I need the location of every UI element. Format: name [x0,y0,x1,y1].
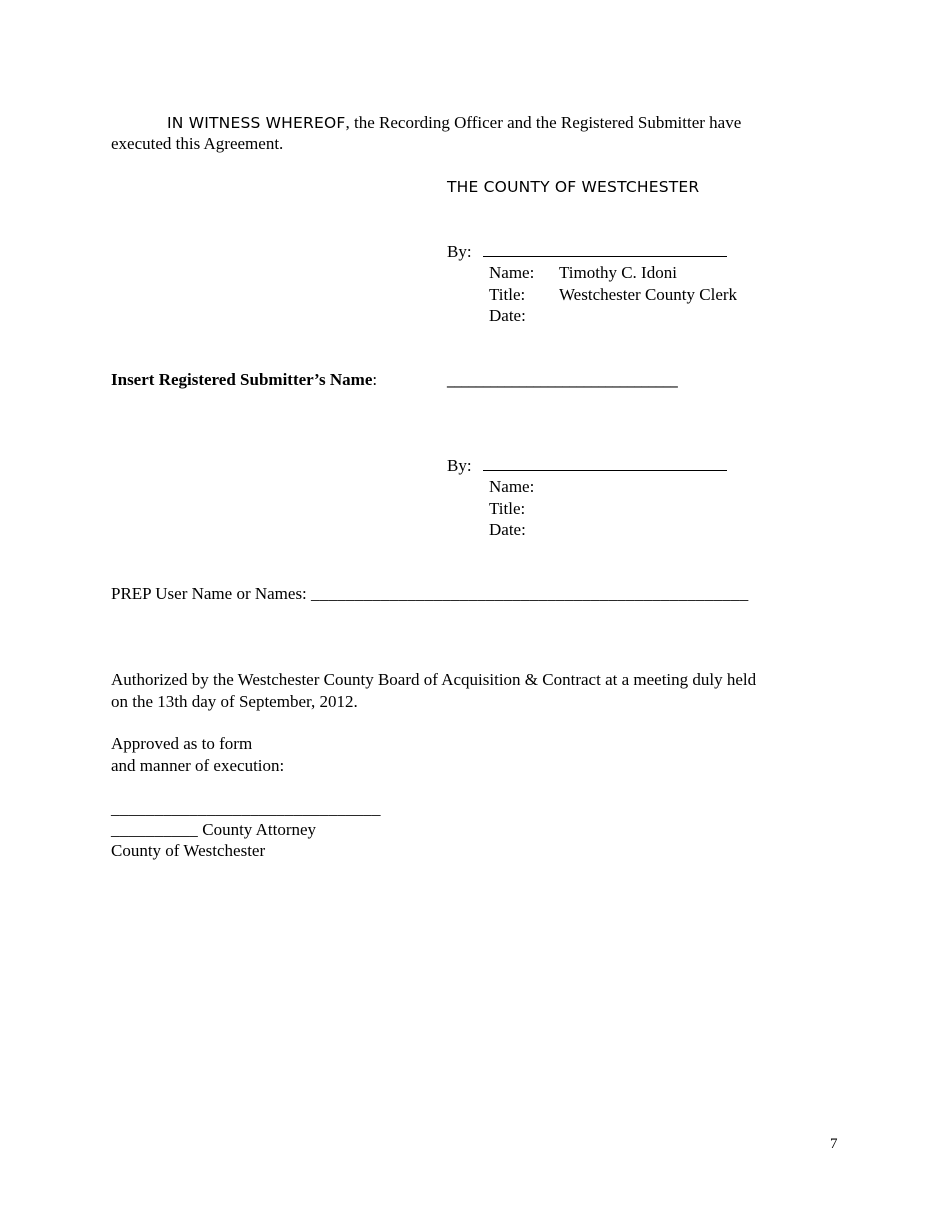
submitter-name-blank[interactable]: ________________________________ [447,370,678,388]
prep-user-label: PREP User Name or Names: [111,584,307,603]
submitter-name-label [111,369,377,390]
attorney-title-line [111,819,316,840]
approval-line-2: and manner of execution: [111,756,285,775]
witness-line-1 [167,112,741,134]
witness-line1-rest: , the Recording Officer and the Registered Submitter have [345,113,742,132]
county-name-value: Timothy C. Idoni [559,263,677,282]
submitter-name-field-label: Name: [489,477,535,496]
authorization-line-2: on the 13th day of September, 2012. [111,692,358,711]
county-title-label: Title: [489,285,526,304]
county-signature-line[interactable] [483,256,727,257]
witness-line-2: executed this Agreement. [111,134,284,153]
submitter-by-label: By: [447,456,472,475]
county-title-value: Westchester County Clerk [559,285,738,304]
submitter-signature-line[interactable] [483,470,727,471]
prep-user-line [111,583,749,604]
county-heading: THE COUNTY OF WESTCHESTER [447,178,700,196]
county-name-label: Name: [489,263,535,282]
submitter-name-colon: : [372,370,378,389]
submitter-name-label-text: Insert Registered Submitter’s Name [111,370,373,389]
attorney-signature-blank[interactable]: _______________________________ [111,799,381,818]
attorney-prefix-blank[interactable]: __________ [111,820,198,839]
page-number: 7 [830,1136,838,1152]
attorney-county: County of Westchester [111,841,266,860]
submitter-date-field-label: Date: [489,520,526,539]
county-by-label: By: [447,242,472,261]
attorney-title: County Attorney [202,820,317,839]
approval-line-1: Approved as to form [111,734,253,753]
witness-lead: IN WITNESS WHEREOF [167,114,346,132]
authorization-line-1: Authorized by the Westchester County Board of Acquisition & Contract at a meeting duly held [111,670,757,689]
county-date-label: Date: [489,306,526,325]
prep-user-blank[interactable]: __________________________________________________ [311,584,749,603]
submitter-title-field-label: Title: [489,499,526,518]
